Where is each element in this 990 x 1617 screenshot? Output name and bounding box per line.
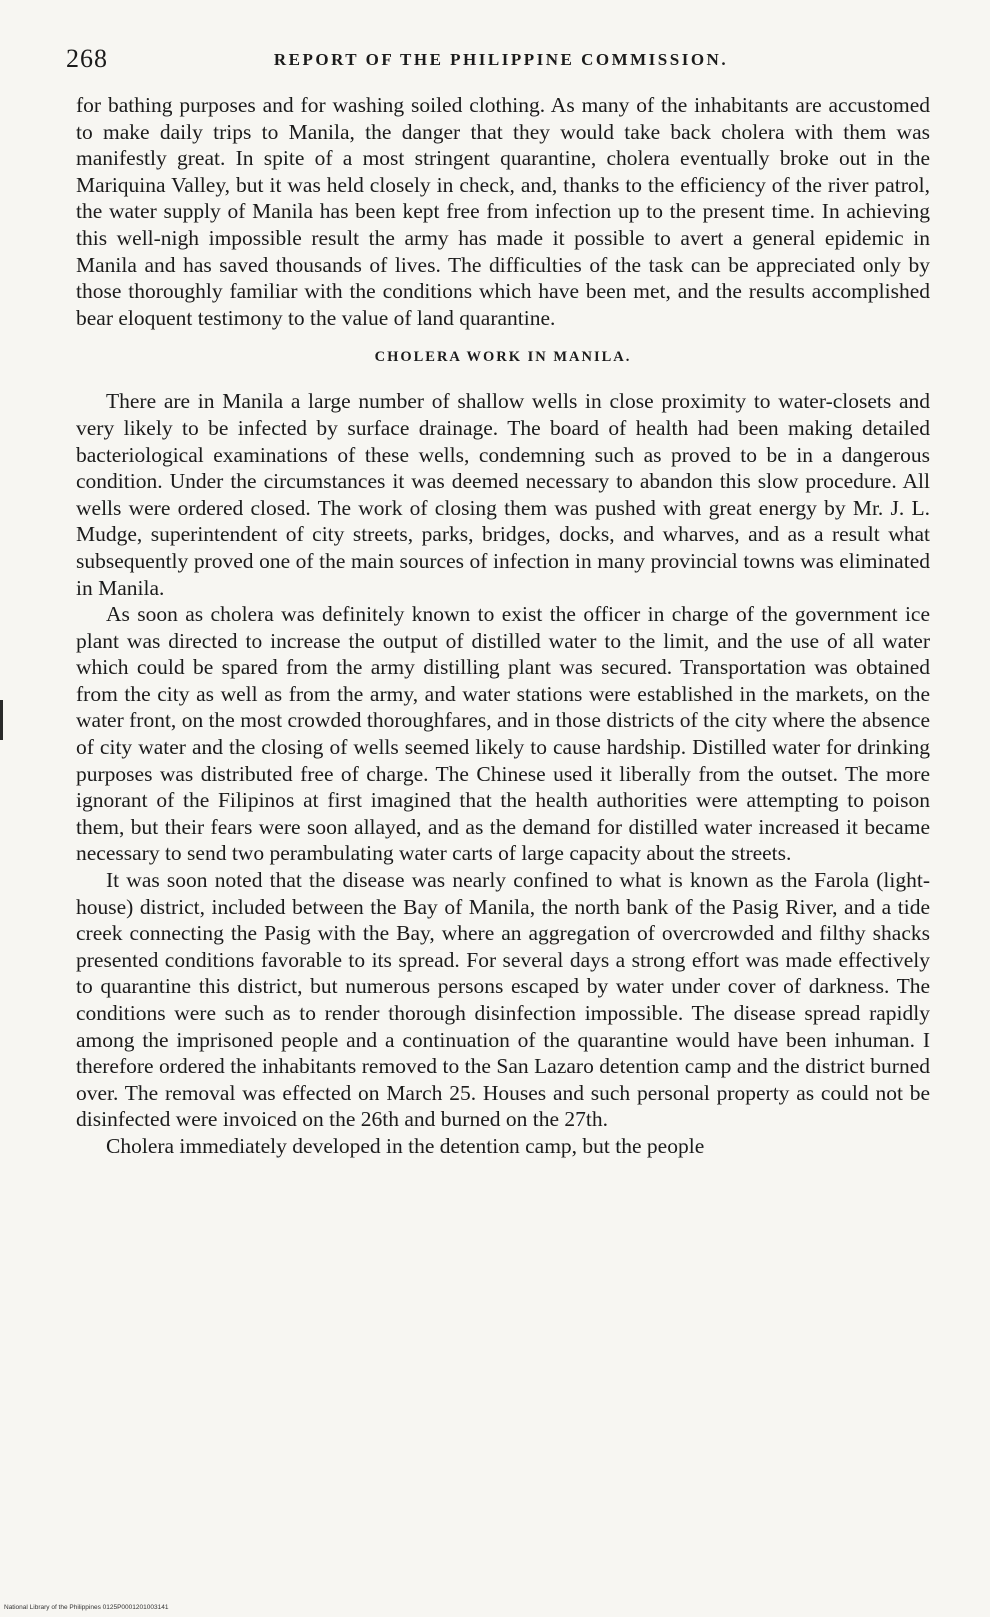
paragraph-continuation: for bathing purposes and for washing soiled clothing. As many of the inhabitants are accustomed to make daily trips to Manila, the danger that they would take back cholera with them was manifestly great. In spite of a most stringent quarantine, cholera eventually broke out in the Mariquina Valley, but it was held closely in check, and, thanks to the efficiency of the river patrol, the water supply of Manila has been kept free from infection up to the present time. In achieving this well-nigh impossible result the army has made it possible to avert a general epidemic in Manila and has saved thousands of lives. The difficulties of the task can be appreciated only by those thoroughly familiar with the conditions which have been met, and the results accomplished bear eloquent testimony to the value of land quarantine. (76, 93, 930, 330)
paragraph-wells: There are in Manila a large number of shallow wells in close proximity to water-closets and very likely to be infected by surface drainage. The board of health had been making detailed bacteriological examinations of these wells, condemning such as proved to be in a dangerous condition. Under the circumstances it was deemed necessary to abandon this slow procedure. All wells were ordered closed. The work of closing them was pushed with great energy by Mr. J. L. Mudge, superintendent of city streets, parks, bridges, docks, and wharves, and as a result what subsequently proved one of the main sources of infection in many provincial towns was eliminated in Manila. (76, 389, 930, 600)
scan-edge-mark (0, 700, 3, 740)
paragraph-farola-district: It was soon noted that the disease was nearly confined to what is known as the Farola (light-house) district, included between the Bay of Manila, the north bank of the Pasig River, and a tide creek connecting the Pasig with the Bay, where an aggregation of overcrowded and filthy shacks presented conditions favorable to its spread. For several days a strong effort was made effectively to quarantine this district, but numerous persons escaped by water under cover of darkness. The conditions were such as to render thorough disinfection impossible. The disease spread rapidly among the imprisoned people and a continuation of the quarantine would have been inhuman. I therefore ordered the inhabitants removed to the San Lazaro detention camp and the district burned over. The removal was effected on March 25. Houses and such personal property as could not be disinfected were invoiced on the 26th and burned on the 27th. (76, 868, 930, 1132)
page-header (66, 38, 936, 78)
body-text (76, 92, 930, 1160)
running-head: REPORT OF THE PHILIPPINE COMMISSION. (273, 50, 729, 69)
section-heading: CHOLERA WORK IN MANILA. (374, 349, 632, 366)
paragraph-distilled-water: As soon as cholera was definitely known to exist the officer in charge of the government ice plant was directed to increase the output of distilled water to the limit, and the use of all water which could be spared from the army distilling plant was secured. Transportation was obtained from the city as well as from the army, and water stations were established in the markets, on the water front, on the most crowded thoroughfares, and in those districts of the city where the absence of city water and the closing of wells seemed likely to cause hardship. Distilled water for drinking purposes was distributed free of charge. The Chinese used it liberally from the outset. The more ignorant of the Filipinos at first imagined that the health authorities were attempting to poison them, but their fears were soon allayed, and as the demand for distilled water increased it became necessary to send two perambulating water carts of large capacity about the streets. (76, 602, 930, 866)
scan-footer: National Library of the Philippines 0125P0001201003141 (4, 1604, 169, 1611)
page-number: 268 (66, 44, 108, 73)
paragraph-detention-camp: Cholera immediately developed in the detention camp, but the people (106, 1133, 705, 1158)
